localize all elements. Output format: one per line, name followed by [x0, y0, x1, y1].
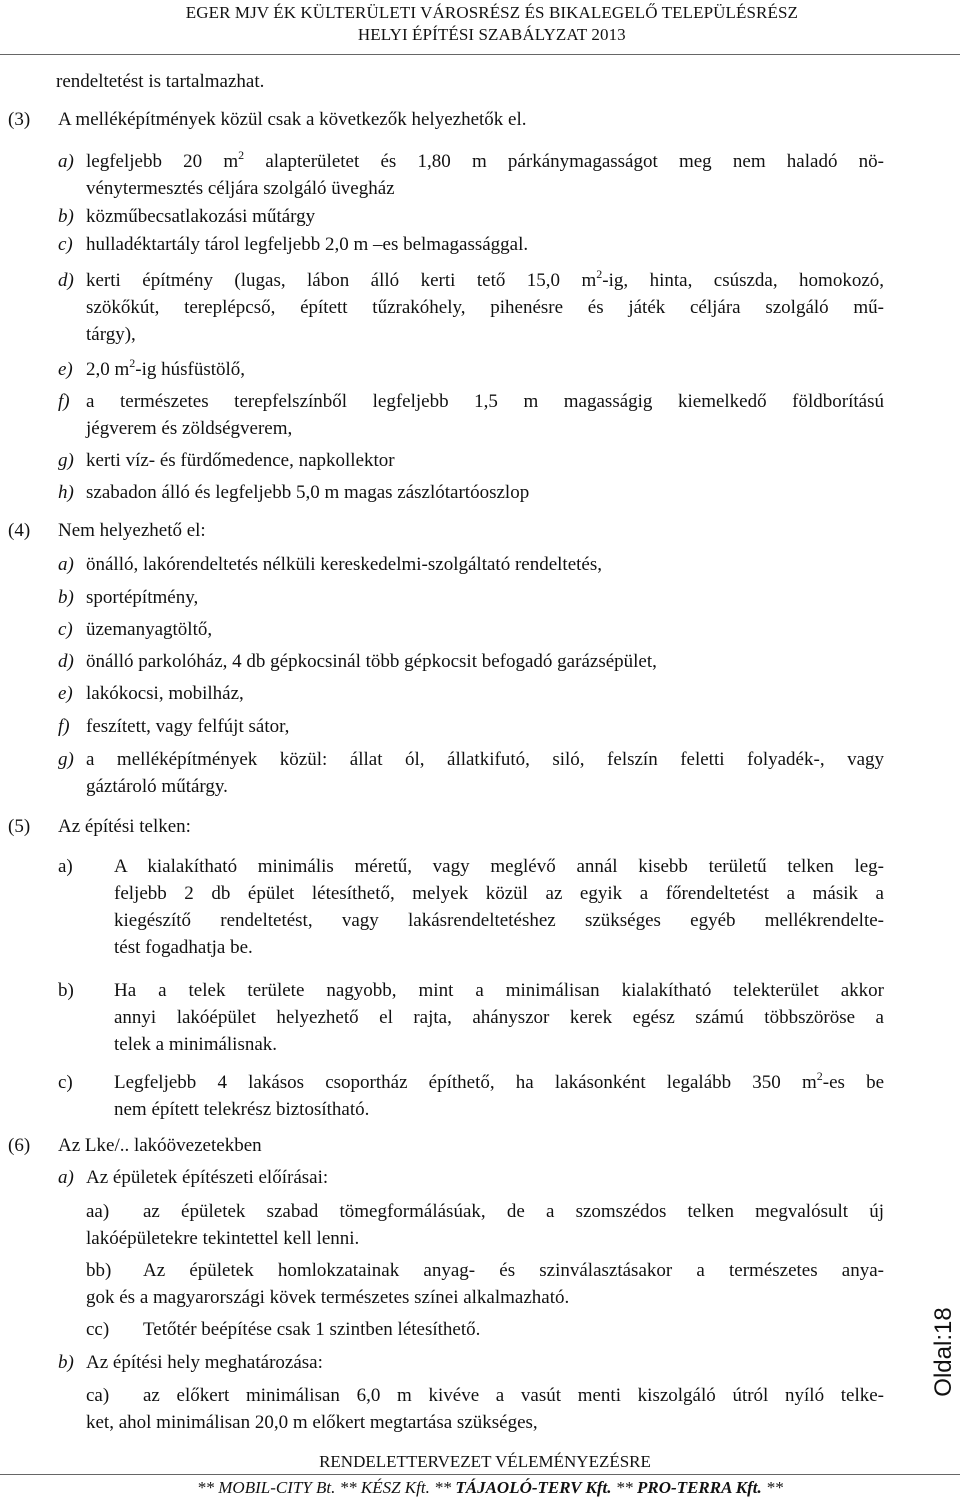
list-item: sportépítmény,	[86, 587, 199, 608]
item-letter: d)	[58, 270, 74, 291]
subitem-label: aa)	[86, 1201, 110, 1222]
item-letter: g)	[58, 450, 74, 471]
subitem-cont: gok és a magyarországi kövek természetes színei alkalmazható.	[86, 1287, 570, 1308]
list-item: önálló parkolóház, 4 db gépkocsinál több gépkocsit befogadó garázsépület,	[86, 651, 657, 672]
subitem-label: bb)	[86, 1260, 112, 1281]
list-item: Ha a telek területe nagyobb, mint a minimálisan kialakítható telekterület akkor	[114, 980, 884, 1001]
superscript: 2	[816, 1069, 823, 1083]
list-item-cont: szökőkút, tereplépcső, épített tűzrakóhely, pihenésre és játék céljára szolgáló mű-	[86, 297, 884, 318]
list-item: hulladéktartály tárol legfeljebb 2,0 m –es belmagassággal.	[86, 234, 529, 255]
footer-firm: **	[765, 1478, 783, 1497]
section-title: Az Lke/.. lakóövezetekben	[58, 1135, 262, 1156]
list-item	[114, 1069, 884, 1096]
item-text: alapterületet és 1,80 m párkánymagasságot meg nem haladó nö-	[244, 151, 884, 172]
item-letter: c)	[58, 1072, 73, 1093]
list-item-cont: vénytermesztés céljára szolgáló üvegház	[86, 178, 395, 199]
list-item: Az épületek építészeti előírásai:	[86, 1167, 329, 1188]
list-item: kerti víz- és fürdőmedence, napkollektor	[86, 450, 395, 471]
subitem-cont: ket, ahol minimálisan 20,0 m előkert megtartása szükséges,	[86, 1412, 538, 1433]
item-letter: b)	[58, 980, 74, 1001]
subitem-text: Az épületek homlokzatainak anyag- és szinválasztásakor a természetes anya-	[143, 1260, 884, 1281]
item-letter: b)	[58, 1352, 74, 1373]
superscript: 2	[238, 148, 245, 162]
item-text: Legfeljebb 4 lakásos csoportház építhető, ha lakásonként legalább 350 m	[114, 1072, 817, 1093]
item-letter: e)	[58, 683, 73, 704]
section-title: A melléképítmények közül csak a következők helyezhetők el.	[58, 109, 527, 130]
item-letter: d)	[58, 651, 74, 672]
list-item	[86, 267, 884, 294]
list-item: önálló, lakórendeltetés nélküli kereskedelmi-szolgáltató rendeltetés,	[86, 554, 602, 575]
footer-firm-bold: TÁJAOLÓ-TERV Kft.	[455, 1478, 612, 1497]
item-text: -ig húsfüstölő,	[135, 359, 246, 380]
section-title: Nem helyezhető el:	[58, 520, 206, 541]
footer-firms	[0, 1478, 960, 1498]
subitem-text: az előkert minimálisan 6,0 m kivéve a vasút menti kiszolgáló útról nyíló telke-	[143, 1385, 884, 1406]
list-item-cont: tárgy),	[86, 324, 136, 345]
page-header	[186, 2, 798, 46]
superscript: 2	[596, 267, 603, 281]
page-number: Oldal:18	[930, 1307, 957, 1397]
subitem-text: Tetőtér beépítése csak 1 szintben létesíthető.	[143, 1319, 481, 1340]
item-letter: e)	[58, 359, 73, 380]
subitem-text: az épületek szabad tömegformálásúak, de a szomszédos telken megvalósult új	[143, 1201, 884, 1222]
footer-firm-bold: PRO-TERRA Kft.	[637, 1478, 762, 1497]
section-number: (5)	[8, 816, 31, 837]
text-line: rendeltetést is tartalmazhat.	[56, 71, 265, 92]
list-item: szabadon álló és legfeljebb 5,0 m magas zászlótartóoszlop	[86, 482, 530, 503]
subitem-label: cc)	[86, 1319, 110, 1340]
header-title: EGER MJV ÉK KÜLTERÜLETI VÁROSRÉSZ ÉS BIKALEGELŐ TELEPÜLÉSRÉSZ	[185, 3, 798, 22]
section-title: Az építési telken:	[58, 816, 191, 837]
item-text: 2,0 m	[86, 359, 130, 380]
list-item	[86, 356, 245, 383]
page-number-side	[930, 1292, 957, 1412]
list-item: feszített, vagy felfújt sátor,	[86, 716, 290, 737]
list-item-cont: gáztároló műtárgy.	[86, 776, 228, 797]
footer-firm: ** MOBIL-CITY Bt. ** KÉSZ Kft. **	[197, 1478, 452, 1497]
item-letter: a)	[58, 856, 73, 877]
item-letter: c)	[58, 619, 73, 640]
item-text: -es be	[822, 1072, 884, 1093]
item-letter: a)	[58, 554, 74, 575]
item-letter: f)	[58, 716, 70, 737]
item-text: -ig, hinta, csúszda, homokozó,	[602, 270, 884, 291]
list-item: lakókocsi, mobilház,	[86, 683, 244, 704]
list-item: üzemanyagtöltő,	[86, 619, 213, 640]
section-number: (4)	[8, 520, 31, 541]
item-letter: c)	[58, 234, 73, 255]
list-item-cont: feljebb 2 db épület létesíthető, melyek közül az egyik a főrendeltetést a másik a	[114, 883, 884, 904]
list-item: A kialakítható minimális méretű, vagy meglévő annál kisebb területű telken leg-	[114, 856, 884, 877]
item-letter: f)	[58, 391, 70, 412]
list-item-cont: annyi lakóépület helyezhető el rajta, ahányszor kerek egész számú többszöröse a	[114, 1007, 884, 1028]
list-item-cont: kiegészítő rendeltetést, vagy lakásrendeltetéshez szükséges egyéb mellékrendelte-	[114, 910, 884, 931]
section-number: (3)	[8, 109, 31, 130]
item-letter: h)	[58, 482, 74, 503]
list-item: közműbecsatlakozási műtárgy	[86, 206, 316, 227]
item-letter: a)	[58, 151, 74, 172]
header-subtitle: HELYI ÉPÍTÉSI SZABÁLYZAT 2013	[357, 25, 626, 44]
list-item-cont: nem épített telekrész biztosítható.	[114, 1099, 370, 1120]
list-item: a melléképítmények közül: állat ól, állatkifutó, siló, felszín feletti folyadék-, vagy	[86, 749, 884, 770]
list-item-cont: jégverem és zöldségverem,	[86, 418, 293, 439]
footer-firm: **	[615, 1478, 633, 1497]
subitem-cont: lakóépületekre tekintettel kell lenni.	[86, 1228, 360, 1249]
superscript: 2	[129, 356, 136, 370]
item-text: kerti építmény (lugas, lábon álló kerti tető 15,0 m	[86, 270, 597, 291]
footer-divider	[0, 1474, 960, 1475]
list-item: a természetes terepfelszínből legfeljebb 1,5 m magasságig kiemelkedő földborítású	[86, 391, 884, 412]
item-text: legfeljebb 20 m	[86, 151, 239, 172]
section-number: (6)	[8, 1135, 31, 1156]
item-letter: b)	[58, 587, 74, 608]
item-letter: b)	[58, 206, 74, 227]
header-divider	[0, 54, 960, 55]
list-item-cont: telek a minimálisnak.	[114, 1034, 278, 1055]
item-letter: g)	[58, 749, 74, 770]
list-item-cont: tést fogadhatja be.	[114, 937, 253, 958]
item-letter: a)	[58, 1167, 74, 1188]
subitem-label: ca)	[86, 1385, 110, 1406]
list-item	[86, 148, 884, 175]
list-item: Az építési hely meghatározása:	[86, 1352, 323, 1373]
footer-title: RENDELETTERVEZET VÉLEMÉNYEZÉSRE	[319, 1452, 651, 1471]
